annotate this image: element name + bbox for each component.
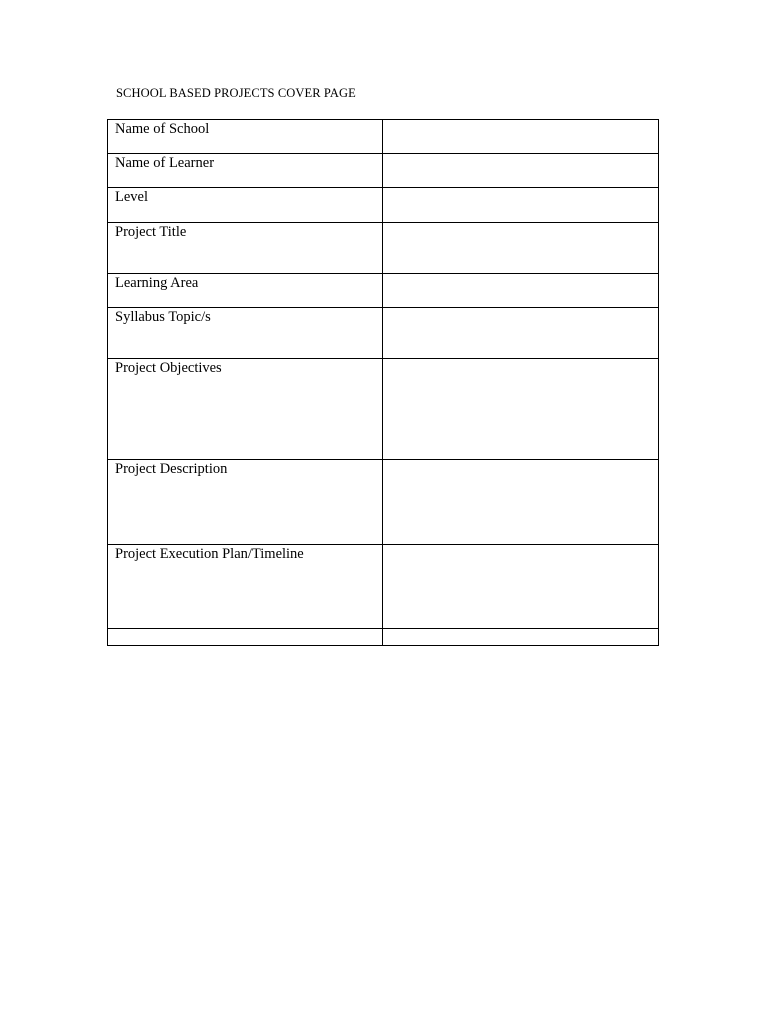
page-title: SCHOOL BASED PROJECTS COVER PAGE	[116, 86, 356, 100]
field-label	[108, 629, 382, 630]
field-value-cell[interactable]	[383, 308, 659, 359]
table-row	[108, 359, 659, 460]
table-row	[108, 629, 659, 646]
field-value	[383, 274, 658, 275]
field-label-cell	[108, 120, 383, 154]
field-label: Project Execution Plan/Timeline	[115, 546, 304, 562]
field-value-cell[interactable]	[383, 629, 659, 646]
field-value	[383, 460, 658, 461]
table-row	[108, 120, 659, 154]
cover-form-table	[107, 119, 659, 646]
field-value	[383, 308, 658, 309]
table-row	[108, 188, 659, 223]
field-value-cell[interactable]	[383, 154, 659, 188]
table-row	[108, 274, 659, 308]
field-value	[383, 188, 658, 189]
field-value-cell[interactable]	[383, 460, 659, 545]
field-label-cell	[108, 545, 383, 629]
field-value-cell[interactable]	[383, 223, 659, 274]
table-row	[108, 308, 659, 359]
field-label: Level	[115, 189, 149, 205]
field-value	[383, 545, 658, 546]
field-label-cell	[108, 359, 383, 460]
field-label-cell	[108, 308, 383, 359]
table-row	[108, 154, 659, 188]
field-value-cell[interactable]	[383, 188, 659, 223]
field-value-cell[interactable]	[383, 359, 659, 460]
field-label: Project Objectives	[115, 360, 222, 376]
field-label: Name of School	[115, 121, 210, 137]
table-row	[108, 223, 659, 274]
field-value	[383, 120, 658, 121]
field-label: Project Description	[115, 461, 228, 477]
field-value	[383, 223, 658, 224]
field-value	[383, 359, 658, 360]
field-label: Learning Area	[115, 275, 199, 291]
field-label-cell	[108, 154, 383, 188]
table-row	[108, 460, 659, 545]
field-label-cell	[108, 629, 383, 646]
field-label-cell	[108, 223, 383, 274]
field-value	[383, 629, 658, 630]
field-label-cell	[108, 274, 383, 308]
field-label-cell	[108, 188, 383, 223]
field-value-cell[interactable]	[383, 274, 659, 308]
field-label-cell	[108, 460, 383, 545]
table-row	[108, 545, 659, 629]
field-label: Name of Learner	[115, 155, 215, 171]
field-value	[383, 154, 658, 155]
field-label: Syllabus Topic/s	[115, 309, 211, 325]
field-label: Project Title	[115, 224, 187, 240]
field-value-cell[interactable]	[383, 120, 659, 154]
field-value-cell[interactable]	[383, 545, 659, 629]
